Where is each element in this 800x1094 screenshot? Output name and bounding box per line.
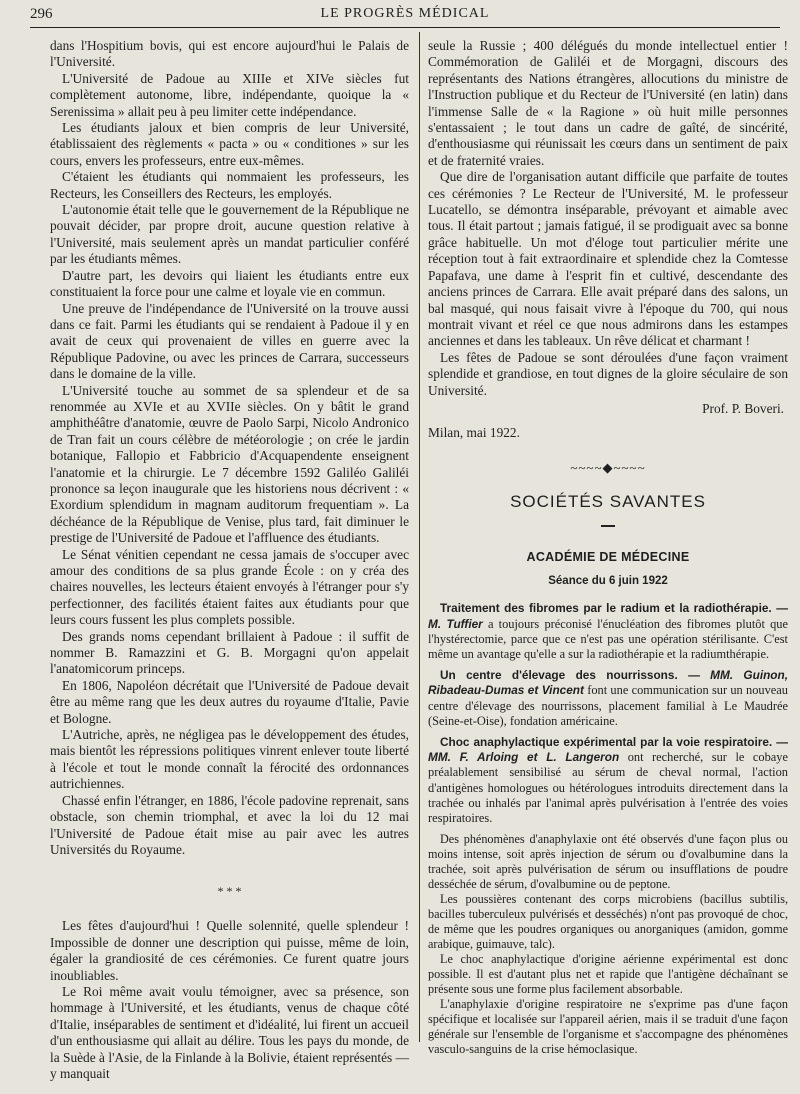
paragraph: Les poussières contenant des corps microbiens (bacillus subtilis, bacilles tuberculeux pulvérisés et desséchés) n'ont pas provoqué de choc, de même que les poudres organiques ou anorganiques (amidon, gomme arabique, guimauve, talc). bbox=[428, 892, 788, 952]
paragraph: Le Sénat vénitien cependant ne cessa jamais de s'occuper avec amour des conditions de sa plus grande École : on y créa des chaires nouvelles, les lecteurs étaient envoyés à l'étranger pour s'y perfectionner, des facilités étaient faites aux étudiants pour que leurs cours fussent les plus complets possible. bbox=[50, 546, 409, 628]
communication-authors: MM. F. Arloing et L. Langeron bbox=[428, 750, 620, 765]
communication-title: Traitement des fibromes par le radium et la radiothérapie. — bbox=[440, 601, 788, 616]
dateline: Milan, mai 1922. bbox=[428, 425, 520, 441]
section-title: SOCIÉTÉS SAVANTES bbox=[510, 492, 706, 512]
paragraph: L'autonomie était telle que le gouvernement de la République ne pouvait décider, par propre droit, aucune question relative à l'Université, mais seulement après un mandat particulier conféré par les étudiants mêmes. bbox=[50, 202, 409, 267]
paragraph: Des grands noms cependant brillaient à Padoue : il suffit de nommer B. Ramazzini et G. B. Morgagni qu'on appelait l'anatomicorum princeps. bbox=[50, 628, 409, 677]
communication-authors: MM. Guinon, Ribadeau-Dumas et Vincent bbox=[428, 668, 788, 698]
paragraph: dans l'Hospitium bovis, qui est encore aujourd'hui le Palais de l'Université. bbox=[50, 38, 409, 70]
page-header bbox=[30, 4, 780, 28]
paragraph: Une preuve de l'indépendance de l'Université on la trouve aussi dans ce fait. Parmi les étudiants qui se rendaient à Padoue il y en avait de ceux qui provenaient de villes en guerre avec la République Padovine, ou avec les princes de Carrara, successeurs dans le domaine de la ville. bbox=[50, 300, 409, 382]
communication-authors: M. Tuffier bbox=[428, 616, 483, 631]
paragraph: L'Université de Padoue au XIIIe et XIVe siècles fut complètement autonome, libre, indépendante, quoique la « Serenissima » allait peu à peu limiter cette indépendance. bbox=[50, 70, 409, 119]
paragraph: D'autre part, les devoirs qui liaient les étudiants entre eux constituaient la force pour une calme et loyale vie en commun. bbox=[50, 267, 409, 300]
left-column bbox=[50, 38, 409, 1082]
section-break-stars: * * * bbox=[217, 884, 242, 899]
communication-title: Choc anaphylactique expérimental par la voie respiratoire. — bbox=[440, 735, 788, 749]
paragraph: Les fêtes d'aujourd'hui ! Quelle solennité, quelle splendeur ! Impossible de donner une description qui puisse, même de loin, égaler la grandiosité de ces cérémonies. Ce furent quatre jours inoubliables. bbox=[50, 918, 409, 983]
paragraph: Les fêtes de Padoue se sont déroulées d'une façon vraiment splendide et grandiose, en tout dignes de la gloire séculaire de son Université. bbox=[428, 349, 788, 398]
ornament-divider: ~~~~◆~~~~ bbox=[570, 459, 646, 475]
paragraph: Des phénomènes d'anaphylaxie ont été observés d'une façon plus ou moins intense, soit après injection de sérum ou d'ovalbumine dans la trachée, soit après pulvérisation de sérum ou insufflations de poudre desséchée de sérum, d'ovalbumine ou de peptone. bbox=[428, 832, 788, 892]
column-divider bbox=[419, 32, 420, 1042]
paragraph: C'étaient les étudiants qui nommaient les professeurs, les Recteurs, les Conseillers des Recteurs, les employés. bbox=[50, 169, 409, 201]
communication-item bbox=[428, 735, 788, 826]
right-column bbox=[428, 38, 788, 1057]
paragraph: L'anaphylaxie d'origine respiratoire ne s'exprime pas d'une façon spécifique et localisée sur l'appareil aérien, mais il se traduit d'une façon générale sur l'ensemble de l'organisme et s'accompagne des phénomènes vasculo-sanguins de la crise hémoclasique. bbox=[428, 997, 788, 1057]
paragraph: Les étudiants jaloux et bien compris de leur Université, établissaient des règlements « pacta » ou « conditiones » sur les cours, envers les professeurs, entre eux-mêmes. bbox=[50, 120, 409, 168]
communication-item bbox=[428, 601, 788, 662]
author-signature: Prof. P. Boveri. bbox=[702, 400, 784, 416]
paragraph: En 1806, Napoléon décrétait que l'Université de Padoue devait être au même rang que les deux autres du royaume d'Italie, Pavie et Bologne. bbox=[50, 677, 409, 726]
header-rule bbox=[30, 27, 780, 28]
paragraph: L'Université touche au sommet de sa splendeur et de sa renommée au XVIe et au XVIIe siècles. On y bâtit le grand amphithéâtre d'anatomie, œuvre de Paolo Sarpi, Nicolo Andronico de Tran fait un cours célèbre de météorologie ; on crée le jardin botanique, Fallopio et Fabbricio d'Acquapendente enseignent l'anatomie et la chirurgie. Le 7 décembre 1592 Galiléo Galiléi prononce sa leçon inaugurale que les historiens nous décrivent : « Exordium splendidum in magnam auditorum frequentiam ». La déchéance de la République de Venise, plus tard, fait diminuer le prestige de l'Université de Padoue et l'affluence des étudiants. bbox=[50, 382, 409, 546]
communication-text: a toujours préconisé l'énucléation des fibromes plutôt que l'hystérectomie, parce que ce n'est pas une opération stérilisante. C'est même un avantage qu'elle a sur la radiothérapie et la radiumthérapie. bbox=[428, 616, 789, 661]
communication-item bbox=[428, 668, 788, 729]
academy-heading: ACADÉMIE DE MÉDECINE bbox=[526, 549, 690, 564]
paragraph: seule la Russie ; 400 délégués du monde intellectuel entier ! Commémoration de Galiléi et de Morgagni, discours des représentants des Nations étrangères, allocutions du ministre de l'Instruction publique et du Recteur de l'Université (en latin) dans l'immense Salle de « la Ragione » où huit mille personnes s'entassaient ; le tout dans un cadre de gaîté, de sincérité, d'enthousiasme qui réunissait les cœurs dans un sentiment de paix et de fraternité vraies. bbox=[428, 38, 788, 168]
paragraph: Chassé enfin l'étranger, en 1886, l'école padovine reprenait, sans obstacle, son chemin triomphal, et avec la loi du 12 mai l'Université de Padoue était mise au pair avec les autres Universités du Royaume. bbox=[50, 792, 409, 857]
communication-text: font une communication sur un nouveau centre d'élevage des nourrissons, placement familial à Le Maudrée (Seine-et-Oise), fondation américaine. bbox=[428, 683, 788, 728]
paragraph: Que dire de l'organisation autant difficile que parfaite de toutes ces cérémonies ? Le Recteur de l'Université, M. le professeur Lucatello, se démontra inséparable, prévoyant et aimable avec tous. Il était partout ; jamais fatigué, il se prodiguait avec sa bonne grâce habituelle. Un mot d'éloge tout particulier mérite une réception tout à fait extraordinaire et splendide chez la Comtesse Papafava, une dame à l'esprit fin et cultivé, descendante des anciens princes de Carrara. Elle avait préparé dans des salons, un bal masqué, qui nous faisait vivre à l'époque du 700, qui nous montrait vivant et réel ce que nous admirons dans les estampes anciennes et dans les tableaux. Un rêve délicat et charmant ! bbox=[428, 169, 788, 349]
communication-text: ont recherché, sur le cobaye préalablement sensibilisé au sérum de cheval normal, l'action d'antigènes homologues ou hétérologues introduits directement dans la trachée ou inhalés par l'animal après pulvérisation à l'entrée des voies respiratoires. bbox=[428, 750, 788, 826]
title-dash bbox=[601, 525, 615, 527]
paragraph: Le choc anaphylactique d'origine aérienne expérimental est donc possible. Il est d'autant plus net et rapide que l'antigène déchaînant se présente sous une forme plus facilement absorbable. bbox=[428, 952, 788, 997]
journal-title: LE PROGRÈS MÉDICAL bbox=[320, 6, 490, 21]
page-number: 296 bbox=[30, 6, 53, 22]
paragraph: L'Autriche, après, ne négligea pas le développement des études, mais bientôt les répressions politiques vinrent enlever toute liberté à l'école et tout le monde connaît la férocité des ordonnances autrichiennes. bbox=[50, 727, 409, 792]
paragraph: Le Roi même avait voulu témoigner, avec sa présence, son hommage à l'Université, et les étudiants, venus de chaque côté d'Italie, inséparables de sentiment et d'idéalité, lui firent un accueil d'un enthousiasme qui allait au délire. Tous les pays du monde, de la Suède à l'Asie, de la Finlande à la Bolivie, étaient représentés — y manquait bbox=[50, 983, 409, 1081]
session-date: Séance du 6 juin 1922 bbox=[548, 574, 668, 587]
communication-title: Un centre d'élevage des nourrissons. — bbox=[440, 668, 700, 683]
